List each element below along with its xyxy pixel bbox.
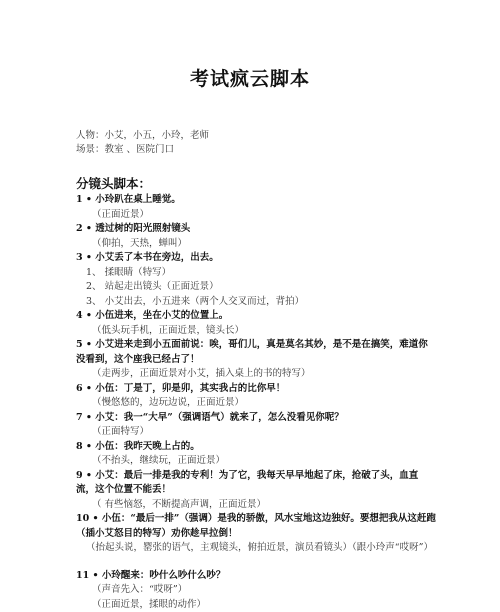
entry-sub: 1、 揉眼睛（特写） bbox=[76, 266, 436, 281]
entry-head: 5 • 小艾进来走到小五面前说：唉，哥们儿，真是莫名其妙，是不是在搞笑，难道你没看到，这个座我已经占了！ bbox=[76, 338, 436, 367]
entry-note: （抬起头说，罂张的语气，主观镜头，俯拍近景，演员看镜头）（跟小玲声“哎呀”） bbox=[76, 541, 436, 556]
document-title: 考试疯云脚本 bbox=[0, 64, 500, 91]
entry-note: （仰拍，天热，蝉叫） bbox=[76, 237, 436, 252]
entry-head: 4 • 小伍进来，坐在小艾的位置上。 bbox=[76, 309, 436, 324]
entry-sub: 3、 小艾出去，小五进来（两个人交叉而过，背拍） bbox=[76, 295, 436, 310]
entry-note: （低头玩手机，正面近景，镜头长） bbox=[76, 324, 436, 339]
characters-line: 人物：小艾，小五，小玲，老师 bbox=[76, 127, 209, 141]
entry-sub: 2、 站起走出镜头（正面近景） bbox=[76, 280, 436, 295]
spacer bbox=[76, 556, 436, 569]
entry-note: （不抬头，继续玩，正面近景） bbox=[76, 454, 436, 469]
entry-head: 1 • 小玲趴在桌上睡觉。 bbox=[76, 193, 436, 208]
entry-note: （正面近景，揉眼的动作） bbox=[76, 598, 436, 612]
entry-note: （正面近景） bbox=[76, 208, 436, 223]
entry-head: 3 • 小艾丢了本书在旁边，出去。 bbox=[76, 251, 436, 266]
entry-note: （ 有些恼怒，不断提高声调，正面近景） bbox=[76, 498, 436, 513]
entry-note: （声音先入：“哎呀”） bbox=[76, 583, 436, 598]
section-title: 分镜头脚本： bbox=[76, 174, 151, 192]
entry-head: 10 • 小伍：“最后一排”（强调）是我的骄傲，风水宝地这边独好。要想把我从这赶跑（插小艾怒目的特写）劝你趁早拉倒！ bbox=[76, 512, 436, 541]
entry-note: （正面特写） bbox=[76, 425, 436, 440]
entry-head: 8 • 小伍：我昨天晚上占的。 bbox=[76, 440, 436, 455]
entry-note: （走两步，正面近景对小艾，插入桌上的书的特写） bbox=[76, 367, 436, 382]
entry-head: 7 • 小艾：我一“大早”（强调语气）就来了，怎么没看见你呢？ bbox=[76, 411, 436, 426]
entry-head: 6 • 小伍：丁是丁，卯是卯，其实我占的比你早！ bbox=[76, 382, 436, 397]
entry-head: 9 • 小艾：最后一排是我的专利！为了它，我每天早早地起了床，抢破了头，血直流，这个位置不能丢！ bbox=[76, 469, 436, 498]
script-entries bbox=[76, 193, 436, 612]
entry-head: 11 • 小玲醒来：吵什么吵什么吵？ bbox=[76, 569, 436, 584]
entry-note: （慢悠悠的，边玩边说，正面近景） bbox=[76, 396, 436, 411]
entry-head: 2 • 透过树的阳光照射镜头 bbox=[76, 222, 436, 237]
locations-line: 场景：教室 、医院门口 bbox=[76, 141, 174, 155]
